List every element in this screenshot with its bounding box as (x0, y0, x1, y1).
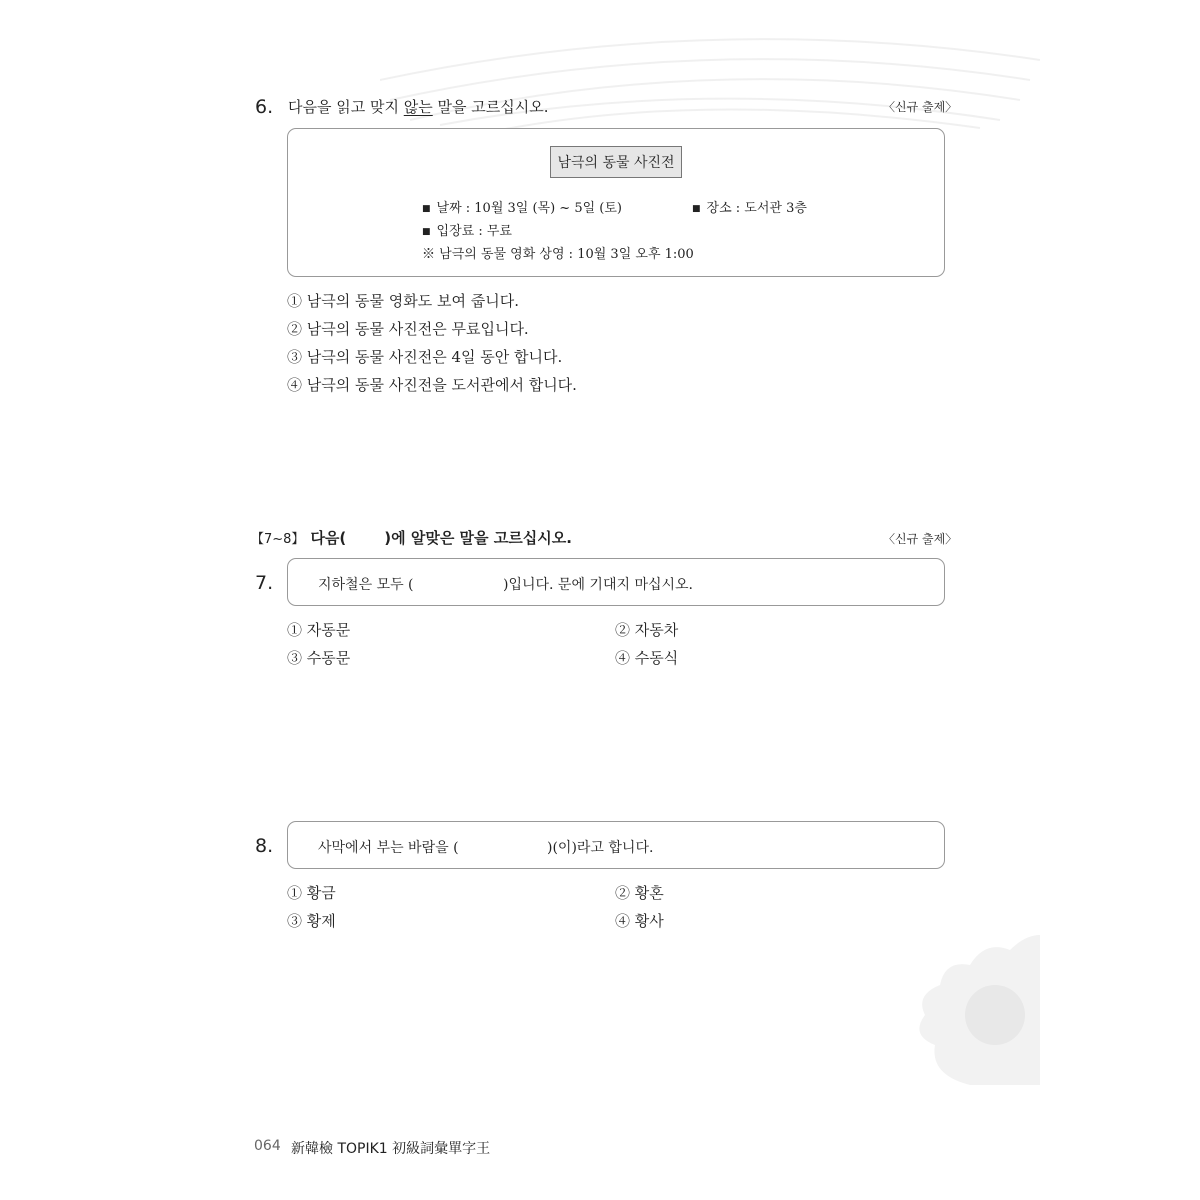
question-6-option-2[interactable]: ② 남극의 동물 사진전은 무료입니다. (287, 320, 529, 338)
poster-date (422, 197, 622, 216)
question-6-text-part: 말을 고르십시오. (432, 98, 549, 116)
poster-note: ※ 남극의 동물 영화 상영 : 10월 3일 오후 1:00 (422, 247, 694, 262)
section-instruction-part: 다음( (310, 529, 347, 547)
question-8-number: 8. (255, 835, 274, 857)
poster-date-text: 날짜 : 10월 3일 (목) ~ 5일 (토) (436, 201, 622, 216)
question-7-sentence-part-a: 지하철은 모두 ( (318, 577, 414, 593)
section-new-tag: 〈신규 출제〉 (883, 532, 958, 546)
poster-place (692, 197, 807, 216)
question-8-sentence-part-b: )(이)라고 합니다. (547, 840, 654, 856)
book-title: 新韓檢 TOPIK1 初級詞彙單字王 (291, 1141, 491, 1157)
section-instruction-part: )에 알맞은 말을 고르십시오. (384, 529, 572, 547)
bullet-square-icon: ■ (692, 204, 701, 214)
question-7-option-2[interactable]: ② 자동차 (615, 621, 679, 639)
question-6-option-1[interactable]: ① 남극의 동물 영화도 보여 줍니다. (287, 292, 519, 310)
question-7-option-4[interactable]: ④ 수동식 (615, 649, 679, 667)
section-7-8-heading (251, 527, 572, 548)
question-8-option-3[interactable]: ③ 황제 (287, 912, 336, 930)
question-6-text (288, 96, 548, 117)
question-8-option-2[interactable]: ② 황혼 (615, 884, 664, 902)
splash-decoration (910, 935, 1040, 1085)
bullet-square-icon: ■ (422, 227, 431, 237)
question-7-sentence-part-b: )입니다. 문에 기대지 마십시오. (503, 577, 694, 593)
question-7-number: 7. (255, 572, 274, 594)
poster-fee-text: 입장료 : 무료 (436, 224, 512, 239)
question-7-option-3[interactable]: ③ 수동문 (287, 649, 351, 667)
question-8-option-1[interactable]: ① 황금 (287, 884, 336, 902)
question-6-number: 6. (255, 96, 274, 118)
question-8-option-4[interactable]: ④ 황사 (615, 912, 664, 930)
section-range: 【7~8】 (251, 532, 305, 547)
poster-title: 남극의 동물 사진전 (550, 146, 682, 178)
question-6-underlined-word: 않는 (403, 98, 433, 116)
question-6-text-part: 다음을 읽고 맞지 (288, 98, 404, 116)
question-8-sentence-part-a: 사막에서 부는 바람을 ( (318, 840, 459, 856)
poster-place-text: 장소 : 도서관 3층 (706, 201, 807, 216)
question-7-option-1[interactable]: ① 자동문 (287, 621, 351, 639)
question-6-new-tag: 〈신규 출제〉 (883, 100, 958, 114)
question-6-option-3[interactable]: ③ 남극의 동물 사진전은 4일 동안 합니다. (287, 348, 563, 366)
page-number: 064 (254, 1138, 281, 1154)
question-6-option-4[interactable]: ④ 남극의 동물 사진전을 도서관에서 합니다. (287, 376, 577, 394)
poster-fee (422, 220, 512, 239)
bullet-square-icon: ■ (422, 204, 431, 214)
